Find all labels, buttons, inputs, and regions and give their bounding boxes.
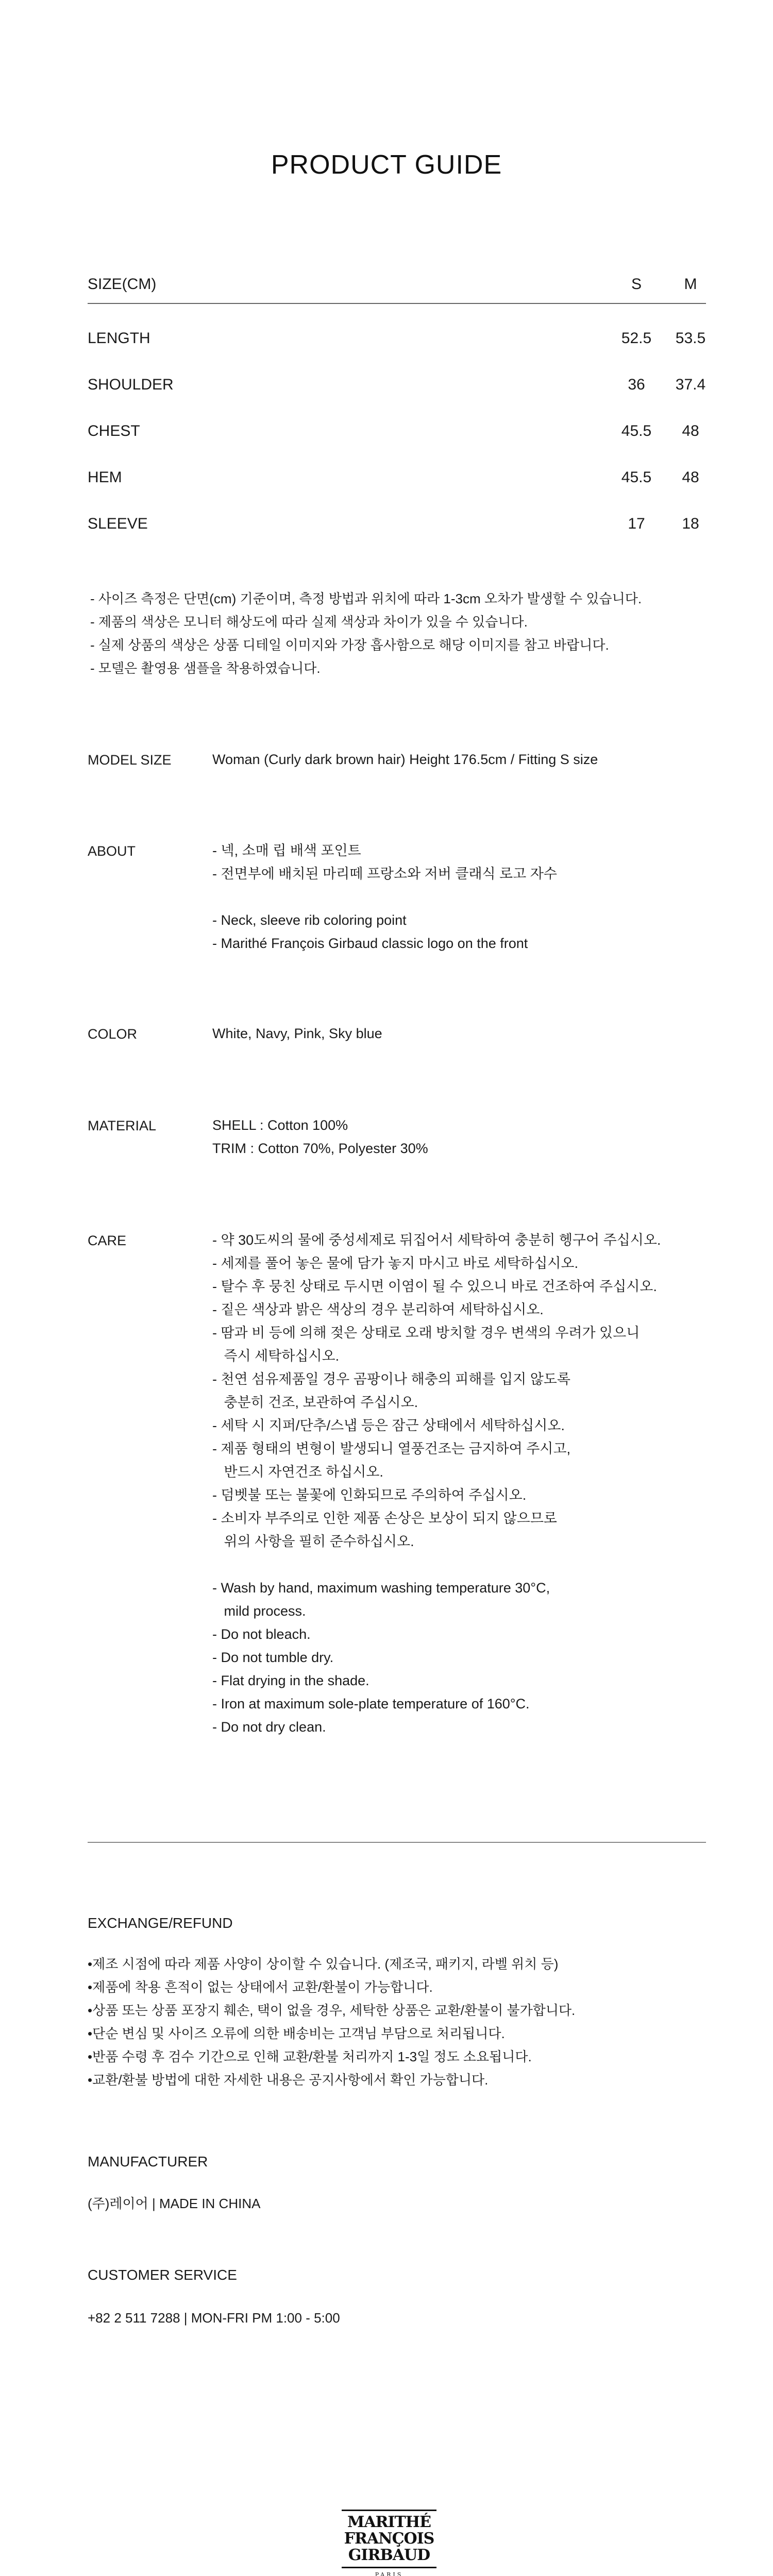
size-row-m: 48 <box>682 469 699 486</box>
size-header-label: SIZE(CM) <box>88 276 157 293</box>
logo-rule-bottom <box>342 2567 436 2568</box>
size-row-label: HEM <box>88 469 122 486</box>
about-label: ABOUT <box>88 843 136 859</box>
customer-service-value: +82 2 511 7288 | MON-FRI PM 1:00 - 5:00 <box>88 2310 340 2326</box>
size-row <box>88 422 706 443</box>
size-row-label: LENGTH <box>88 330 150 347</box>
color-label: COLOR <box>88 1026 138 1042</box>
model-size-value: Woman (Curly dark brown hair) Height 176.5cm / Fitting S size <box>212 752 598 767</box>
logo-line-2: FRANÇOIS <box>344 2530 434 2548</box>
size-notes: - 사이즈 측정은 단면(cm) 기준이며, 측정 방법과 위치에 따라 1-3cm 오차가 발생할 수 있습니다. - 제품의 색상은 모니터 해상도에 따라 실제 색상과 차이가 있을 수 있습니다. - 실제 상품의 색상은 상품 디테일 이미지와 가장 흡사함으로 해당 이미지를 참고 바랍니다. - 모델은 촬영용 샘플을 착용하였습니다. <box>90 591 642 676</box>
size-row-s: 36 <box>628 376 645 393</box>
size-row-s: 45.5 <box>621 469 652 486</box>
color-value: White, Navy, Pink, Sky blue <box>212 1026 382 1041</box>
about-value: - 넥, 소매 립 배색 포인트 - 전면부에 배치된 마리떼 프랑소와 저버 클래식 로고 자수 - Neck, sleeve rib coloring point - Marithé François Girbaud classic logo on the front <box>212 843 557 951</box>
logo-rule-top <box>342 2510 436 2511</box>
care-label: CARE <box>88 1233 127 1248</box>
size-table-header <box>88 276 706 296</box>
size-row-label: SLEEVE <box>88 515 148 532</box>
exchange-body: •제조 시점에 따라 제품 사양이 상이할 수 있습니다. (제조국, 패키지, 라벨 위치 등) •제품에 착용 흔적이 없는 상태에서 교환/환불이 가능합니다. •상품 또는 상품 포장지 훼손, 택이 없을 경우, 세탁한 상품은 교환/환불이 불가합니다. •단순 변심 및 사이즈 오류에 의한 배송비는 고객님 부담으로 처리됩니다. •반품 수령 후 검수 기간으로 인해 교환/환불 처리까지 1-3일 정도 소요됩니다. •교환/환불 방법에 대한 자세한 내용은 공지사항에서 확인 가능합니다. <box>88 1956 576 2088</box>
material-value: SHELL : Cotton 100% TRIM : Cotton 70%, Polyester 30% <box>212 1117 428 1156</box>
size-row-label: CHEST <box>88 422 140 439</box>
logo-tagline: PARIS <box>375 2571 404 2576</box>
brand-logo <box>338 2506 441 2576</box>
size-row-m: 18 <box>682 515 699 532</box>
size-table-divider <box>88 303 706 304</box>
manufacturer-label: MANUFACTURER <box>88 2154 208 2170</box>
size-row <box>88 469 706 489</box>
size-row <box>88 515 706 536</box>
size-header-m: M <box>684 276 697 293</box>
page-title: PRODUCT GUIDE <box>271 150 502 180</box>
size-row <box>88 330 706 350</box>
care-value: - 약 30도씨의 물에 중성세제로 뒤집어서 세탁하여 충분히 헹구어 주십시오. - 세제를 풀어 놓은 물에 담가 놓지 마시고 바로 세탁하십시오. - 탈수 후 뭉친 상태로 두시면 이염이 될 수 있으니 바로 건조하여 주십시오. - 짙은 색상과 밝은 색상의 경우 분리하여 세탁하십시오. - 땀과 비 등에 의해 젖은 상태로 오래 방치할 경우 변색의 우려가 있으니 즉시 세탁하십시오. - 천연 섬유제품일 경우 곰팡이나 해충의 피해를 입지 않도록 충분히 건조, 보관하여 주십시오. - 세탁 시 지퍼/단추/스냅 등은 잠근 상태에서 세탁하십시오. - 제품 형태의 변형이 발생되니 열풍건조는 금지하여 주시고, 반드시 자연건조 하십시오. - 덤벳불 또는 불꽃에 인화되므로 주의하여 주십시오. - 소비자 부주의로 인한 제품 손상은 보상이 되지 않으므로 위의 사항을 필히 준수하십시오. - Wash by hand, maximum washing temperature 30°C, mild process. - Do not bleach. - Do not tumble dry. - Flat drying in the shade. - Iron at maximum sole-plate temperature of 160°C. - Do not dry clean. <box>212 1232 661 1735</box>
size-row-m: 53.5 <box>675 330 706 347</box>
material-label: MATERIAL <box>88 1118 157 1133</box>
customer-service-label: CUSTOMER SERVICE <box>88 2267 237 2283</box>
size-row-label: SHOULDER <box>88 376 174 393</box>
size-row-s: 17 <box>628 515 645 532</box>
size-row-m: 37.4 <box>675 376 706 393</box>
manufacturer-value: (주)레이어 | MADE IN CHINA <box>88 2196 261 2211</box>
size-row-s: 52.5 <box>621 330 652 347</box>
logo-line-3: GIRBAUD <box>348 2546 430 2564</box>
size-header-s: S <box>631 276 642 293</box>
size-row-m: 48 <box>682 422 699 439</box>
size-row <box>88 376 706 397</box>
exchange-label: EXCHANGE/REFUND <box>88 1915 233 1931</box>
model-size-label: MODEL SIZE <box>88 752 172 768</box>
size-row-s: 45.5 <box>621 422 652 439</box>
logo-line-1: MARITHÉ <box>347 2513 431 2531</box>
section-divider <box>88 1842 706 1843</box>
